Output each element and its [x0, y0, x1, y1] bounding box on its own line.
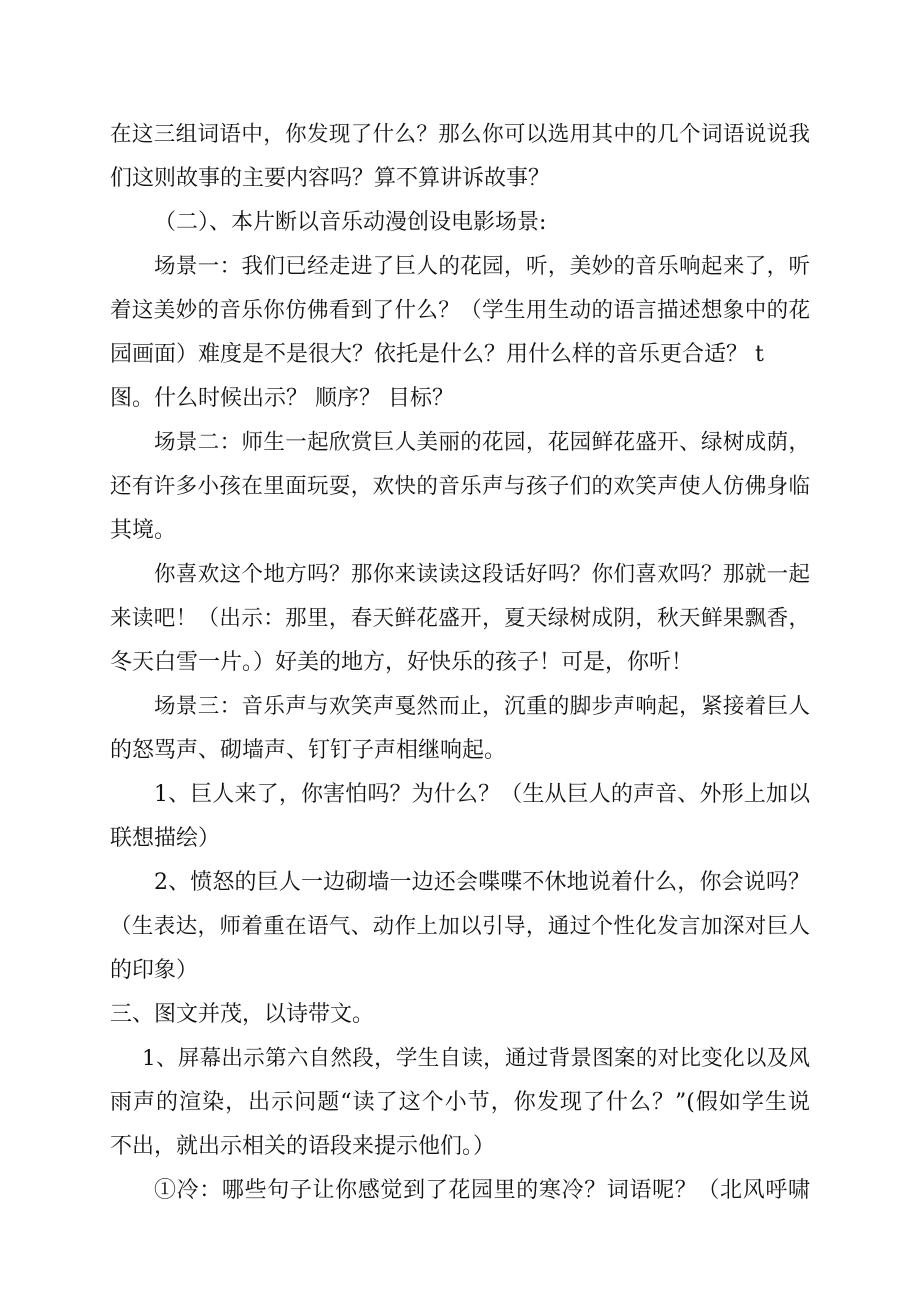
- document-body: [110, 113, 810, 1213]
- paragraph-line: 不出，就出示相关的语段来提示他们。）: [110, 1134, 496, 1159]
- paragraph-line: 园画面）难度是不是很大？依托是什么？用什么样的音乐更合适？ t: [110, 342, 764, 367]
- paragraph-line: 们这则故事的主要内容吗？算不算讲诉故事？: [110, 166, 551, 191]
- paragraph-line: 场景三：音乐声与欢笑声戛然而止，沉重的脚步声响起，紧接着巨人: [154, 694, 810, 719]
- paragraph-line: 场景一：我们已经走进了巨人的花园，听，美妙的音乐响起来了，听: [154, 254, 810, 279]
- paragraph-line: ①冷：哪些句子让你感觉到了花园里的寒冷？词语呢？（北风呼啸: [154, 1178, 810, 1203]
- paragraph-line: 2、愤怒的巨人一边砌墙一边还会喋喋不休地说着什么，你会说吗？: [154, 870, 810, 895]
- section-heading: 三、图文并茂，以诗带文。: [110, 1002, 375, 1027]
- paragraph-line: 还有许多小孩在里面玩耍，欢快的音乐声与孩子们的欢笑声使人仿佛身临: [110, 474, 810, 499]
- paragraph-line: 着这美妙的音乐你仿佛看到了什么？（学生用生动的语言描述想象中的花: [110, 298, 810, 323]
- paragraph-line: 的印象）: [110, 958, 199, 983]
- paragraph-line: 1、屏幕出示第六自然段，学生自读，通过背景图案的对比变化以及风: [142, 1046, 810, 1071]
- paragraph-line: 雨声的渲染，出示问题“读了这个小节，你发现了什么？”(假如学生说: [110, 1090, 810, 1115]
- section-subheading: （二）、本片断以音乐动漫创设电影场景:: [154, 210, 547, 235]
- paragraph-line: 在这三组词语中，你发现了什么？那么你可以选用其中的几个词语说说我: [110, 122, 810, 147]
- paragraph-line: 冬天白雪一片。）好美的地方，好快乐的孩子！可是，你听！: [110, 650, 694, 675]
- paragraph-line: （生表达，师着重在语气、动作上加以引导，通过个性化发言加深对巨人: [110, 914, 810, 939]
- paragraph-line: 场景二：师生一起欣赏巨人美丽的花园，花园鲜花盛开、绿树成荫，: [154, 430, 810, 455]
- paragraph-line: 图。什么时候出示？ 顺序？ 目标？: [110, 386, 454, 411]
- paragraph-line: 的怒骂声、砌墙声、钉钉子声相继响起。: [110, 738, 507, 763]
- paragraph-line: 你喜欢这个地方吗？那你来读读这段话好吗？你们喜欢吗？那就一起: [154, 562, 810, 587]
- paragraph-line: 来读吧！（出示：那里，春天鲜花盛开，夏天绿树成阴，秋天鲜果飘香，: [110, 606, 810, 631]
- paragraph-line: 联想描绘）: [110, 826, 221, 851]
- paragraph-line: 1、巨人来了，你害怕吗？为什么？（生从巨人的声音、外形上加以: [154, 782, 810, 807]
- paragraph-line: 其境。: [110, 518, 177, 543]
